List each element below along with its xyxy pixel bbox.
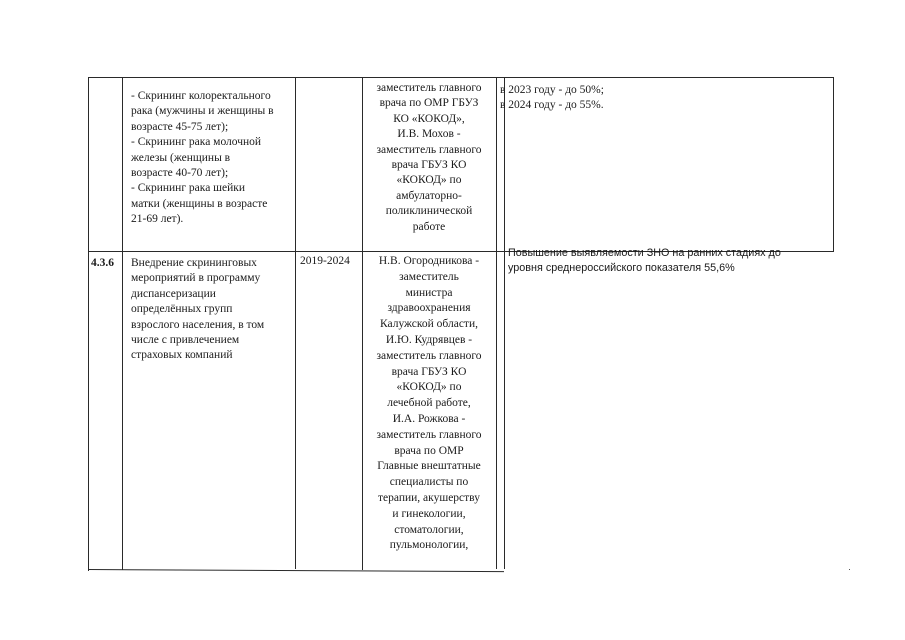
row2-responsible: Н.В. Огородникова - заместитель министра здравоохранения Калужской области, И.Ю. Кудрявцев - заместитель главного врача ГБУЗ КО «КОКОД» по лечебной работе, И.А. Рожкова - заместитель главного врача по ОМР Главные внештатные специалисты по терапии, акушерству и гинекологии, стоматологии, пульмонологии, bbox=[376, 255, 482, 552]
row2-period: 2019-2024 bbox=[300, 255, 350, 267]
row2-number: 4.3.6 bbox=[91, 257, 114, 269]
row1-responsible: заместитель главного врача по ОМР ГБУЗ КО «КОКОД», И.В. Мохов - заместитель главного врача ГБУЗ КО «КОКОД» по амбулаторно- поликлинической работе bbox=[376, 82, 482, 233]
column-divider-5 bbox=[504, 77, 505, 569]
row2-result: Повышение выявляемости ЗНО на ранних стадиях до уровня среднероссийского показателя 55,6% bbox=[508, 247, 781, 275]
row1-result: в 2023 году - до 50%; в 2024 году - до 55%. bbox=[500, 84, 604, 112]
column-divider-1 bbox=[122, 77, 123, 570]
table-left-border bbox=[88, 77, 89, 571]
row1-measure: - Скрининг колоректального рака (мужчины и женщины в возрасте 45-75 лет); - Скрининг рака молочной железы (женщины в возрасте 40-70 лет); - Скрининг рака шейки матки (женщины в возрасте 21-69 лет). bbox=[131, 90, 274, 226]
scan-speck bbox=[849, 569, 850, 570]
column-divider-4 bbox=[496, 77, 497, 569]
column-divider-2 bbox=[295, 77, 296, 569]
table-top-border bbox=[89, 77, 833, 78]
table-bottom-border bbox=[88, 569, 504, 572]
table-right-border bbox=[833, 77, 834, 252]
row2-measure: Внедрение скрининговых мероприятий в программу диспансеризации определённых групп взрослого населения, в том числе с привлечением страховых компаний bbox=[131, 257, 265, 362]
